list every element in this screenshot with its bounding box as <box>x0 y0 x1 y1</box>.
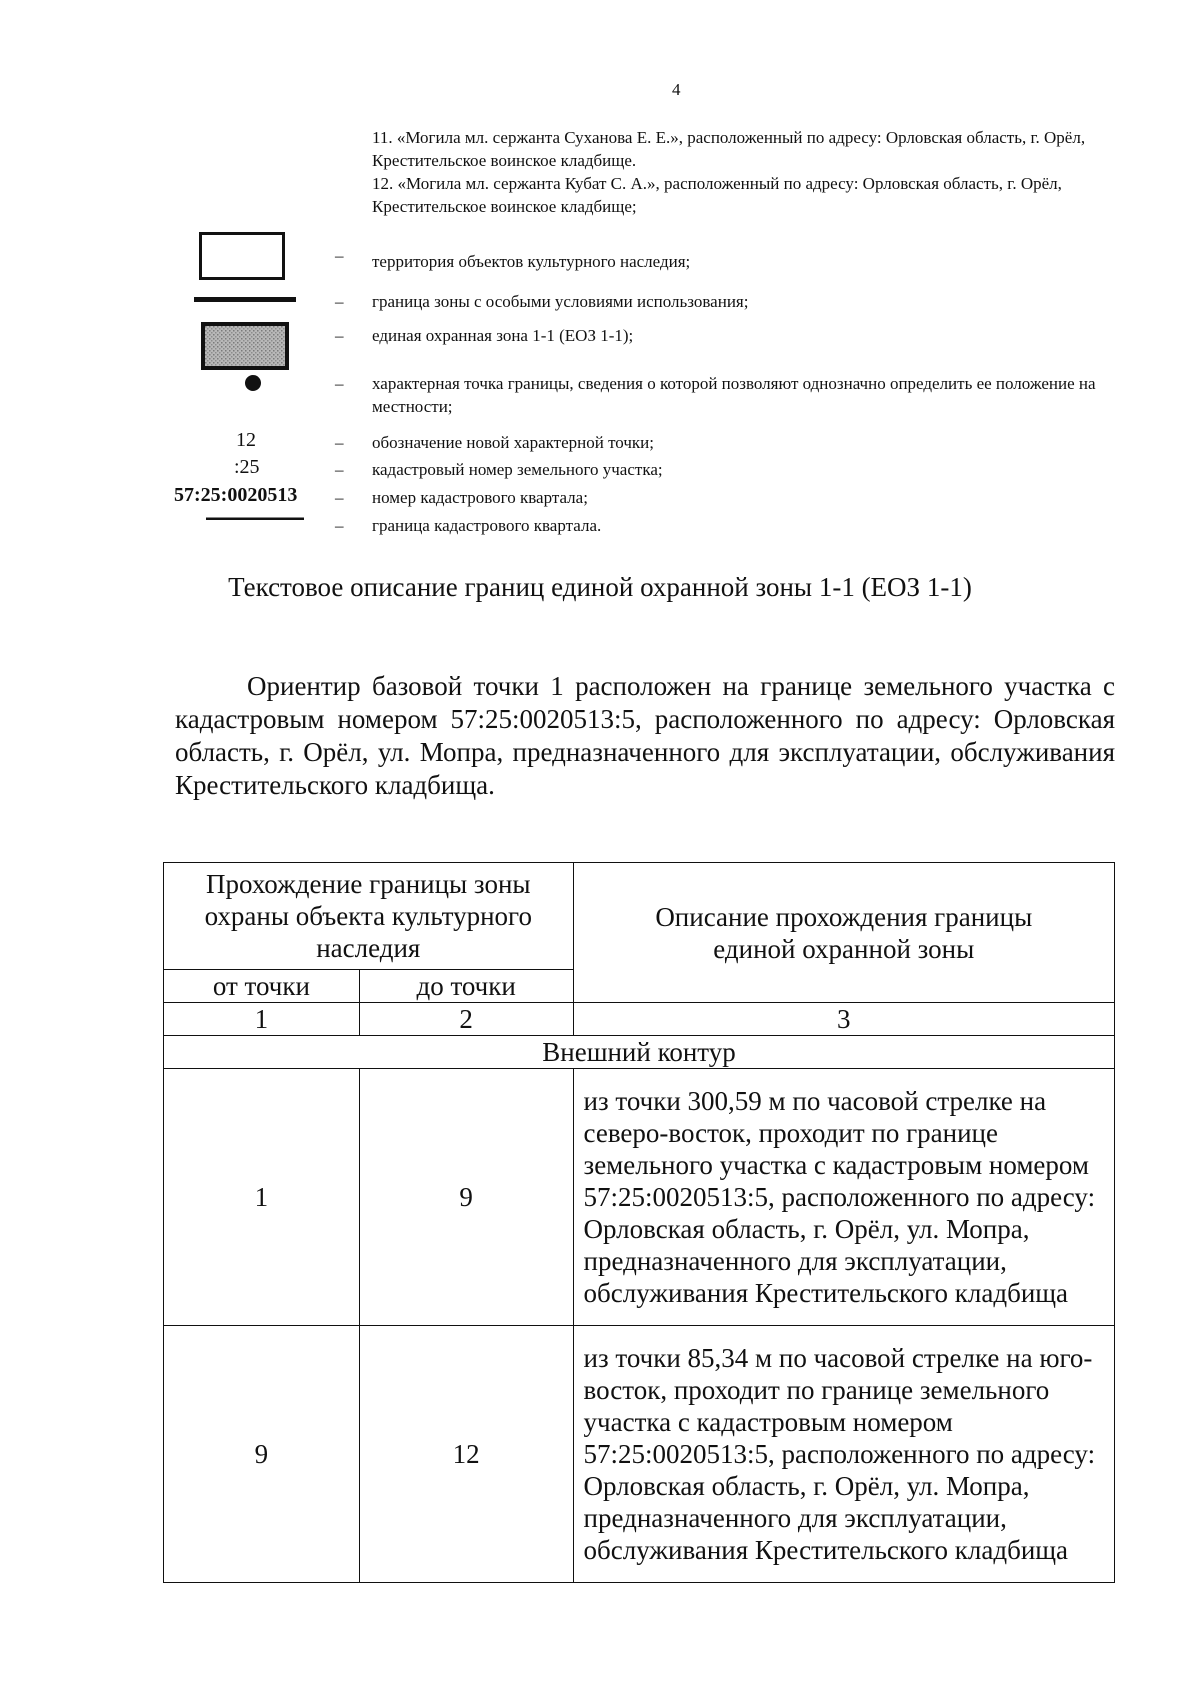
object-item: 11. «Могила мл. сержанта Суханова Е. Е.», расположенный по адресу: Орловская область, г. Орёл, Крестительское воинское кладбище. <box>372 128 1086 170</box>
quarter-symbol: 57:25:0020513 <box>174 484 298 506</box>
table-section-row <box>164 1036 1115 1069</box>
base-point-paragraph: Ориентир базовой точки 1 расположен на границе земельного участка с кадастровым номером 57:25:0020513:5, расположенного по адресу: Орловская область, г. Орёл, ул. Мопра, предназначенного для эксплуатации, обслуживания Крестительского кладбища. <box>175 671 1115 800</box>
table-row <box>164 1069 1115 1326</box>
parcel-symbol: :25 <box>234 456 260 478</box>
table-header-row <box>164 863 1115 970</box>
row-to: 12 <box>359 1326 573 1583</box>
row-description: из точки 300,59 м по часовой стрелке на северо-восток, проходит по границе земельного участка с кадастровым номером 57:25:0020513:5, расположенного по адресу: Орловская область, г. Орёл, ул. Мопра, предназначенного для эксплуатации, обслуживания Крестительского кладбища <box>573 1069 1114 1326</box>
new-point-symbol: 12 <box>236 429 256 451</box>
header-to: до точки <box>359 970 573 1003</box>
table-column-numbers <box>164 1003 1115 1036</box>
section-title: Текстовое описание границ единой охранной зоны 1-1 (ЕОЗ 1-1) <box>228 572 972 602</box>
quarter-border-symbol <box>206 517 304 521</box>
row-to: 9 <box>359 1069 573 1326</box>
header-description: Описание прохождения границы единой охранной зоны <box>573 863 1114 1003</box>
row-from: 9 <box>164 1326 360 1583</box>
object-item: 12. «Могила мл. сержанта Кубат С. А.», расположенный по адресу: Орловская область, г. Орёл, Крестительское воинское кладбище; <box>372 174 1062 216</box>
section-outer-contour: Внешний контур <box>164 1036 1115 1069</box>
table-row <box>164 1326 1115 1583</box>
col-number-1: 1 <box>164 1003 360 1036</box>
header-passage: Прохождение границы зоны охраны объекта культурного наследия <box>164 863 574 970</box>
legend-quarter-text: номер кадастрового квартала; <box>372 488 588 507</box>
col-number-3: 3 <box>573 1003 1114 1036</box>
char-point-symbol <box>244 374 262 392</box>
header-from: от точки <box>164 970 360 1003</box>
legend-char-point-text: характерная точка границы, сведения о которой позволяют однозначно определить ее положение на местности; <box>372 374 1096 416</box>
zone-border-symbol <box>194 296 296 304</box>
col-number-2: 2 <box>359 1003 573 1036</box>
object-list <box>372 126 1102 218</box>
legend-territory-text: территория объектов культурного наследия; <box>372 252 691 271</box>
legend-zone-border-text: граница зоны с особыми условиями использования; <box>372 292 749 311</box>
boundary-table <box>163 862 1115 1583</box>
territory-symbol <box>199 232 285 280</box>
row-description: из точки 85,34 м по часовой стрелке на юго-восток, проходит по границе земельного участка с кадастровым номером 57:25:0020513:5, расположенного по адресу: Орловская область, г. Орёл, ул. Мопра, предназначенного для эксплуатации, обслуживания Крестительского кладбища <box>573 1326 1114 1583</box>
legend-new-point-text: обозначение новой характерной точки; <box>372 433 654 452</box>
legend-quarter-border-text: граница кадастрового квартала. <box>372 516 602 535</box>
row-from: 1 <box>164 1069 360 1326</box>
legend-parcel-text: кадастровый номер земельного участка; <box>372 460 663 479</box>
page-number: 4 <box>672 80 681 99</box>
legend-unified-zone-text: единая охранная зона 1-1 (ЕОЗ 1-1); <box>372 326 634 345</box>
unified-zone-symbol <box>201 322 289 370</box>
